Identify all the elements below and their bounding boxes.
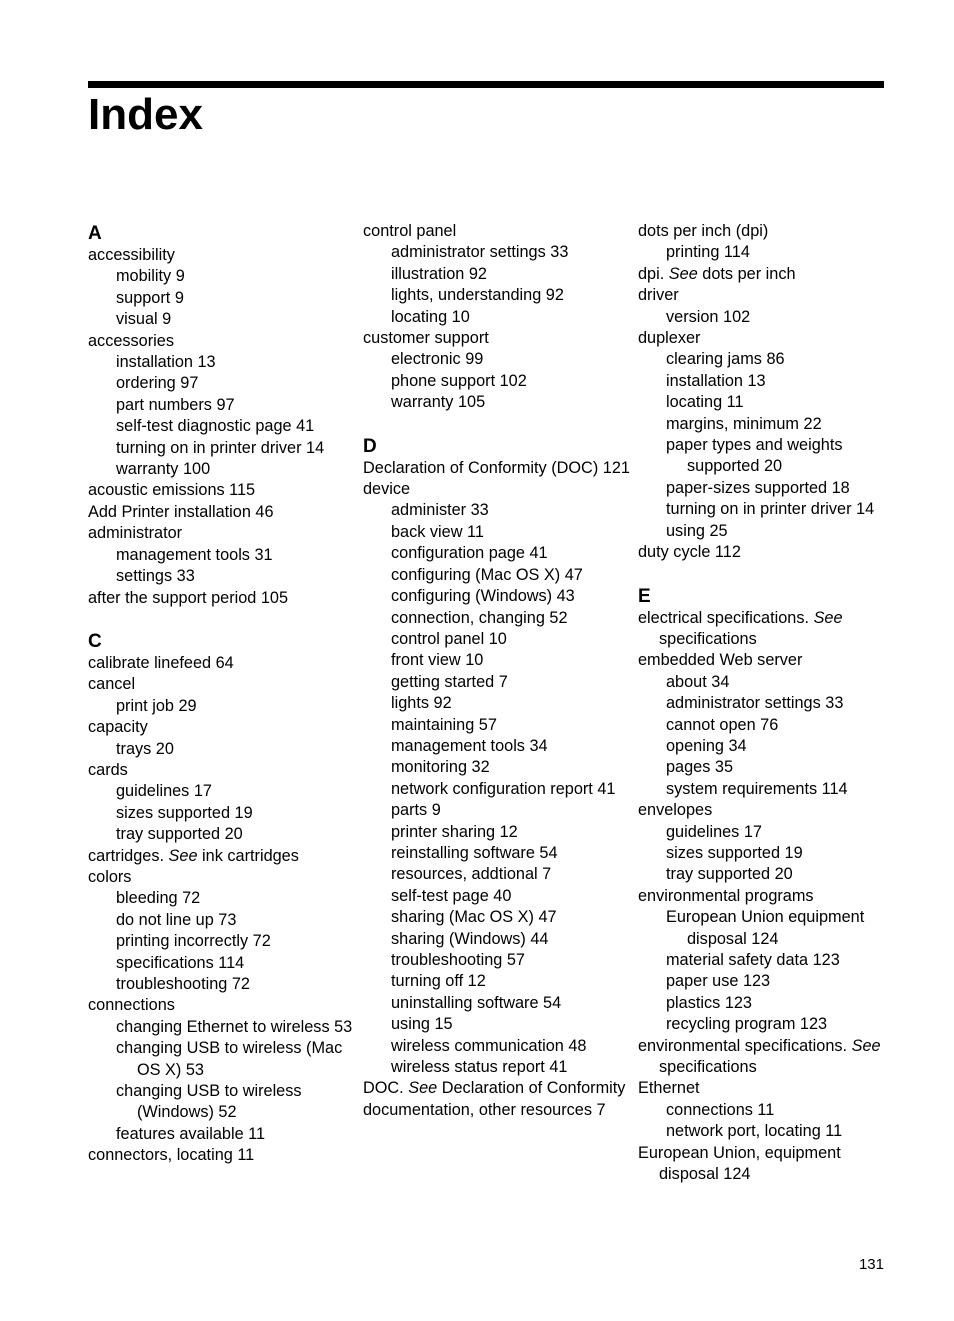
index-subentry: phone support 102: [391, 371, 527, 390]
index-subentry: using 15: [391, 1015, 453, 1034]
index-entry: Declaration of Conformity (DOC) 121: [363, 458, 630, 477]
index-subentry: changing USB to wireless (Mac OS X) 53: [116, 1039, 343, 1079]
index-subentry: print job 29: [116, 696, 197, 715]
index-subentry: cannot open 76: [666, 715, 779, 734]
index-entry: colors: [88, 867, 132, 886]
index-entry: calibrate linefeed 64: [88, 653, 234, 672]
index-subentry: resources, addtional 7: [391, 865, 552, 884]
index-subentry: changing Ethernet to wireless 53: [116, 1017, 353, 1036]
index-subentry: front view 10: [391, 651, 484, 670]
index-entry: after the support period 105: [88, 588, 289, 607]
index-subentry: self-test page 40: [391, 886, 512, 905]
index-entry: administrator: [88, 524, 183, 543]
index-subentry: reinstalling software 54: [391, 843, 558, 862]
index-subentry: installation 13: [666, 371, 766, 390]
index-entry: DOC. See Declaration of Conformity: [363, 1079, 626, 1098]
index-subentry: uninstalling software 54: [391, 993, 562, 1012]
index-subentry: guidelines 17: [116, 782, 212, 801]
section-letter: D: [363, 435, 377, 457]
index-entry: Add Printer installation 46: [88, 502, 274, 521]
index-subentry: mobility 9: [116, 267, 185, 286]
index-subentry: management tools 34: [391, 736, 548, 755]
index-entry: acoustic emissions 115: [88, 481, 256, 500]
index-subentry: paper-sizes supported 18: [666, 478, 850, 497]
index-entry: duplexer: [638, 329, 701, 348]
index-subentry: material safety data 123: [666, 951, 840, 969]
index-subentry: version 102: [666, 307, 751, 326]
index-subentry: turning on in printer driver 14: [666, 500, 875, 519]
page-title: Index: [88, 90, 203, 139]
index-entry: Ethernet: [638, 1079, 700, 1098]
index-entry: dpi. See dots per inch: [638, 264, 796, 283]
index-subentry: recycling program 123: [666, 1015, 828, 1034]
index-entry: capacity: [88, 718, 148, 737]
index-entry: accessories: [88, 331, 174, 350]
index-subentry: connection, changing 52: [391, 608, 568, 627]
index-subentry: visual 9: [116, 310, 172, 329]
index-entry: connections: [88, 996, 175, 1015]
index-subentry: administer 33: [391, 501, 489, 520]
index-entry: electrical specifications. See specifications: [638, 608, 843, 648]
index-subentry: paper types and weights supported 20: [666, 436, 843, 476]
index-subentry: troubleshooting 72: [116, 975, 250, 993]
index-subentry: sharing (Mac OS X) 47: [391, 908, 557, 927]
index-subentry: bleeding 72: [116, 889, 201, 908]
index-subentry: locating 10: [391, 307, 470, 326]
index-subentry: turning off 12: [391, 972, 486, 991]
index-subentry: ordering 97: [116, 374, 199, 393]
index-entry: customer support: [363, 329, 489, 348]
index-subentry: sizes supported 19: [116, 803, 253, 822]
index-subentry: part numbers 97: [116, 395, 235, 414]
index-subentry: lights, understanding 92: [391, 286, 564, 305]
index-subentry: support 9: [116, 288, 184, 307]
index-subentry: sharing (Windows) 44: [391, 929, 549, 948]
index-subentry: parts 9: [391, 801, 441, 820]
index-subentry: installation 13: [116, 353, 216, 372]
index-subentry: turning on in printer driver 14: [116, 438, 325, 457]
index-subentry: tray supported 20: [116, 825, 243, 844]
index-subentry: configuring (Windows) 43: [391, 587, 575, 606]
index-subentry: connections 11: [666, 1100, 775, 1119]
index-subentry: margins, minimum 22: [666, 414, 822, 433]
index-subentry: wireless status report 41: [391, 1058, 568, 1077]
index-column-1: [88, 221, 358, 1167]
index-subentry: tray supported 20: [666, 865, 793, 884]
index-subentry: plastics 123: [666, 993, 752, 1012]
index-subentry: configuring (Mac OS X) 47: [391, 565, 583, 584]
index-subentry: features available 11: [116, 1124, 266, 1143]
index-subentry: warranty 105: [391, 393, 486, 412]
index-subentry: specifications 114: [116, 953, 245, 972]
index-subentry: getting started 7: [391, 672, 508, 691]
index-entry: duty cycle 112: [638, 543, 741, 562]
section-letter: E: [638, 585, 651, 607]
index-subentry: using 25: [666, 521, 728, 540]
index-subentry: administrator settings 33: [391, 243, 569, 262]
index-entry: driver: [638, 286, 679, 305]
index-subentry: monitoring 32: [391, 758, 490, 777]
index-entry: cancel: [88, 675, 136, 694]
index-subentry: clearing jams 86: [666, 350, 785, 369]
index-entry: cards: [88, 760, 128, 779]
index-subentry: printing 114: [666, 243, 750, 262]
index-subentry: self-test diagnostic page 41: [116, 417, 315, 436]
index-entry: environmental programs: [638, 886, 814, 905]
index-subentry: network configuration report 41: [391, 779, 616, 798]
index-subentry: back view 11: [391, 522, 484, 541]
index-entry: accessibility: [88, 246, 175, 264]
index-subentry: settings 33: [116, 567, 195, 586]
index-subentry: maintaining 57: [391, 715, 497, 734]
index-subentry: warranty 100: [116, 460, 211, 479]
index-subentry: trays 20: [116, 739, 174, 758]
index-entry: cartridges. See ink cartridges: [88, 846, 299, 865]
index-subentry: printer sharing 12: [391, 822, 518, 841]
index-subentry: electronic 99: [391, 350, 484, 369]
index-entry: European Union, equipment disposal 124: [638, 1143, 841, 1184]
section-letter: A: [88, 223, 102, 244]
index-subentry: configuration page 41: [391, 544, 548, 563]
index-entry: control panel: [363, 222, 457, 240]
index-column-2: [363, 221, 633, 1121]
index-entry: documentation, other resources 7: [363, 1100, 606, 1119]
index-subentry: management tools 31: [116, 545, 273, 564]
index-column-3: [638, 221, 893, 1185]
index-entry: device: [363, 480, 411, 499]
index-entry: embedded Web server: [638, 651, 803, 670]
index-subentry: pages 35: [666, 758, 733, 777]
index-entry: environmental specifications. See specifications: [638, 1036, 881, 1077]
index-subentry: printing incorrectly 72: [116, 932, 271, 951]
index-subentry: troubleshooting 57: [391, 951, 525, 969]
index-subentry: European Union equipment disposal 124: [666, 908, 865, 948]
page-number: 131: [858, 1256, 884, 1273]
index-subentry: locating 11: [666, 393, 744, 412]
index-subentry: do not line up 73: [116, 910, 237, 929]
index-subentry: lights 92: [391, 694, 452, 713]
index-subentry: illustration 92: [391, 264, 487, 283]
index-subentry: network port, locating 11: [666, 1122, 843, 1141]
index-subentry: control panel 10: [391, 629, 507, 648]
index-subentry: sizes supported 19: [666, 843, 803, 862]
index-entry: envelopes: [638, 801, 713, 820]
index-subentry: changing USB to wireless (Windows) 52: [116, 1082, 302, 1122]
index-subentry: paper use 123: [666, 972, 771, 991]
index-subentry: opening 34: [666, 736, 747, 755]
index-subentry: about 34: [666, 672, 730, 691]
index-subentry: administrator settings 33: [666, 694, 844, 713]
index-entry: dots per inch (dpi): [638, 222, 769, 240]
index-subentry: wireless communication 48: [391, 1036, 587, 1055]
title-rule: [88, 81, 884, 88]
index-entry: connectors, locating 11: [88, 1146, 255, 1165]
index-subentry: guidelines 17: [666, 822, 762, 841]
index-subentry: system requirements 114: [666, 779, 848, 798]
section-letter: C: [88, 630, 102, 652]
